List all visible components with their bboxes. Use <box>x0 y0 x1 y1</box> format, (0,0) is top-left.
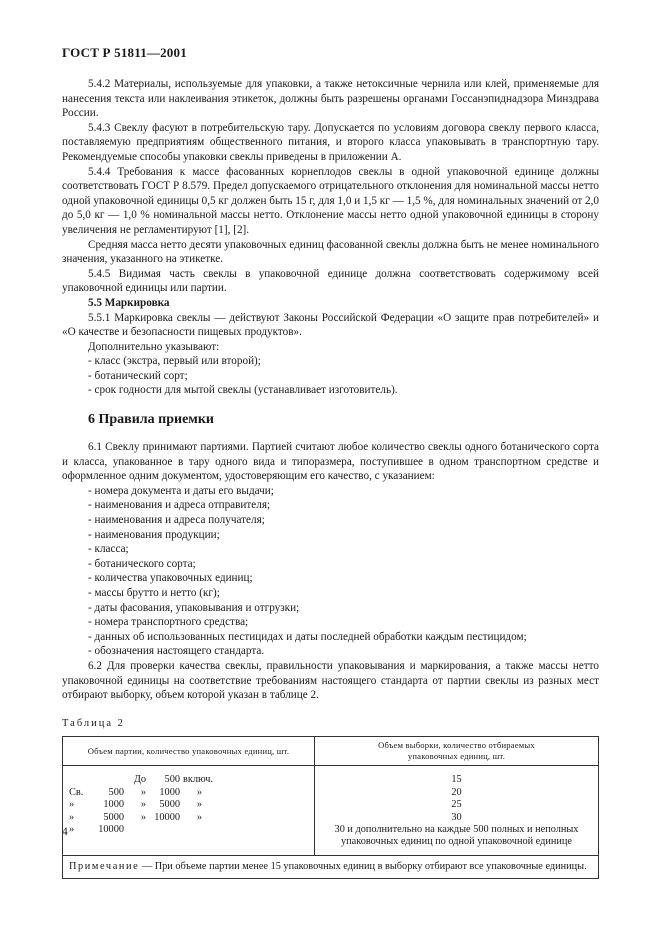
list-item: - ботанического сорта; <box>88 557 196 570</box>
note-text: — При объеме партии менее 15 упаковочных единиц в выборку отбирают все упаковочные единицы. <box>139 860 587 872</box>
table-header-sample-size: Объем выборки, количество отбираемых упаковочных единиц, шт. <box>315 737 599 766</box>
document-header: ГОСТ Р 51811—2001 <box>62 45 187 60</box>
paragraph-additional-intro: Дополнительно указывают: <box>88 340 220 353</box>
sample-value: 25 <box>451 799 462 811</box>
document-body <box>62 77 599 879</box>
sample-value-large-batch: 30 и дополнительно на каждые 500 полных и неполных упаковочных единиц по одной упаковочной единице <box>334 823 579 848</box>
list-item: - наименования и адреса получателя; <box>88 514 265 527</box>
sample-size-table <box>62 736 599 878</box>
paragraph-6-2: 6.2 Для проверки качества свеклы, правильности упаковывания и маркирования, а также массы нетто упаковочной единицы на соответствие требованиям настоящего стандарта от партии свеклы из разных мест отбирают выборку, объем которой указан в таблице 2. <box>62 659 599 702</box>
table-row: » 1000 » 5000 » <box>69 799 202 811</box>
list-item: - наименования продукции; <box>88 528 220 541</box>
list-item: - массы брутто и нетто (кг); <box>88 587 220 599</box>
table-note <box>63 855 599 878</box>
table-note-row <box>63 855 599 878</box>
table-row: Св. 500 » 1000 » <box>69 786 202 798</box>
list-item: - номера документа и даты его выдачи; <box>88 484 274 497</box>
list-item: - класс (экстра, первый или второй); <box>88 355 261 368</box>
table-row: » 10000 <box>69 823 124 835</box>
paragraph-6-1: 6.1 Свеклу принимают партиями. Партией считают любое количество свеклы одного ботанического сорта и класса, упакованное в тару одного вида и типоразмера, поступившее в одном транспортном средстве и оформленное одним документом, удостоверяющим его качество, с указанием: <box>62 441 599 483</box>
paragraph-5-4-3: 5.4.3 Свеклу фасуют в потребительскую тару. Допускается по условиям договора свеклу первого класса, поставляемую предприятиям общественного питания, и второго класса упаковывать в транспортную тару. Рекомендуемые способы упаковки свеклы приведены в приложении А. <box>62 121 599 163</box>
paragraph-5-4-5: 5.4.5 Видимая часть свеклы в упаковочной единице должна соответствовать содержимому всей упаковочной единицы или партии. <box>62 267 599 295</box>
list-item: - даты фасования, упаковывания и отгрузки; <box>88 601 300 614</box>
list-item: - данных об использованных пестицидах и даты последней обработки каждым пестицидом; <box>88 630 527 643</box>
sample-value: 20 <box>451 786 462 798</box>
sample-value: 30 <box>451 811 462 823</box>
list-item: - номера транспортного средства; <box>88 616 249 629</box>
list-item: - наименования и адреса отправителя; <box>88 499 271 512</box>
table-caption: Таблица 2 <box>62 717 125 729</box>
page-number: 4 <box>62 826 68 838</box>
marking-list <box>62 354 599 398</box>
subsection-title-5-5: 5.5 Маркировка <box>88 296 170 309</box>
list-item: - класса; <box>88 543 129 556</box>
paragraph-5-4-2: 5.4.2 Материалы, используемые для упаковки, а также нетоксичные чернила или клей, применяемые для нанесения текста или наклеивания этикеток, должны быть разрешены органами Госсанэпиднадзора Минздрава России. <box>62 78 599 120</box>
table-body-row <box>63 766 599 855</box>
sample-value: 15 <box>451 774 462 786</box>
paragraph-5-5-1: 5.5.1 Маркировка свеклы — действуют Законы Российской Федерации «О защите прав потребителей» и «О качестве и безопасности пищевых продуктов». <box>62 311 599 339</box>
batch-size-cell <box>63 766 315 855</box>
list-item: - обозначения настоящего стандарта. <box>88 645 265 658</box>
table-header-row <box>63 737 599 766</box>
paragraph-5-4-4: 5.4.4 Требования к массе фасованных корнеплодов свеклы в одной упаковочной единице должны соответствовать ГОСТ Р 8.579. Предел допускаемого отрицательного отклонения для номинальной массы нетто одной упаковочной единицы 0,5 кг должен быть 15 г, для 1,0 и 1,5 кг — 1,5 %, для номинальных значений от 2,0 до 5,0 кг — 1,0 % номинальной массы нетто. Отклонение массы нетто одной упаковочной единицы в сторону увеличения не регламентируют [1], [2]. <box>62 165 599 236</box>
section-title-6: 6 Правила приемки <box>88 412 214 428</box>
sample-size-cell <box>315 766 599 855</box>
list-item: - количества упаковочных единиц; <box>88 572 253 585</box>
list-item: - ботанический сорт; <box>88 369 188 382</box>
list-item: - срок годности для мытой свеклы (устанавливает изготовитель). <box>88 384 398 397</box>
paragraph-average-mass: Средняя масса нетто десяти упаковочных единиц фасованной свеклы должна быть не менее номинального значения, указанного на этикетке. <box>62 238 599 266</box>
table-row: До 500 включ. <box>133 774 214 786</box>
table-row: » 5000 » 10000 » <box>69 811 202 823</box>
table-header-batch-size: Объем партии, количество упаковочных единиц, шт. <box>63 737 315 766</box>
note-label: Примечание <box>69 860 140 872</box>
batch-document-list <box>62 484 599 659</box>
